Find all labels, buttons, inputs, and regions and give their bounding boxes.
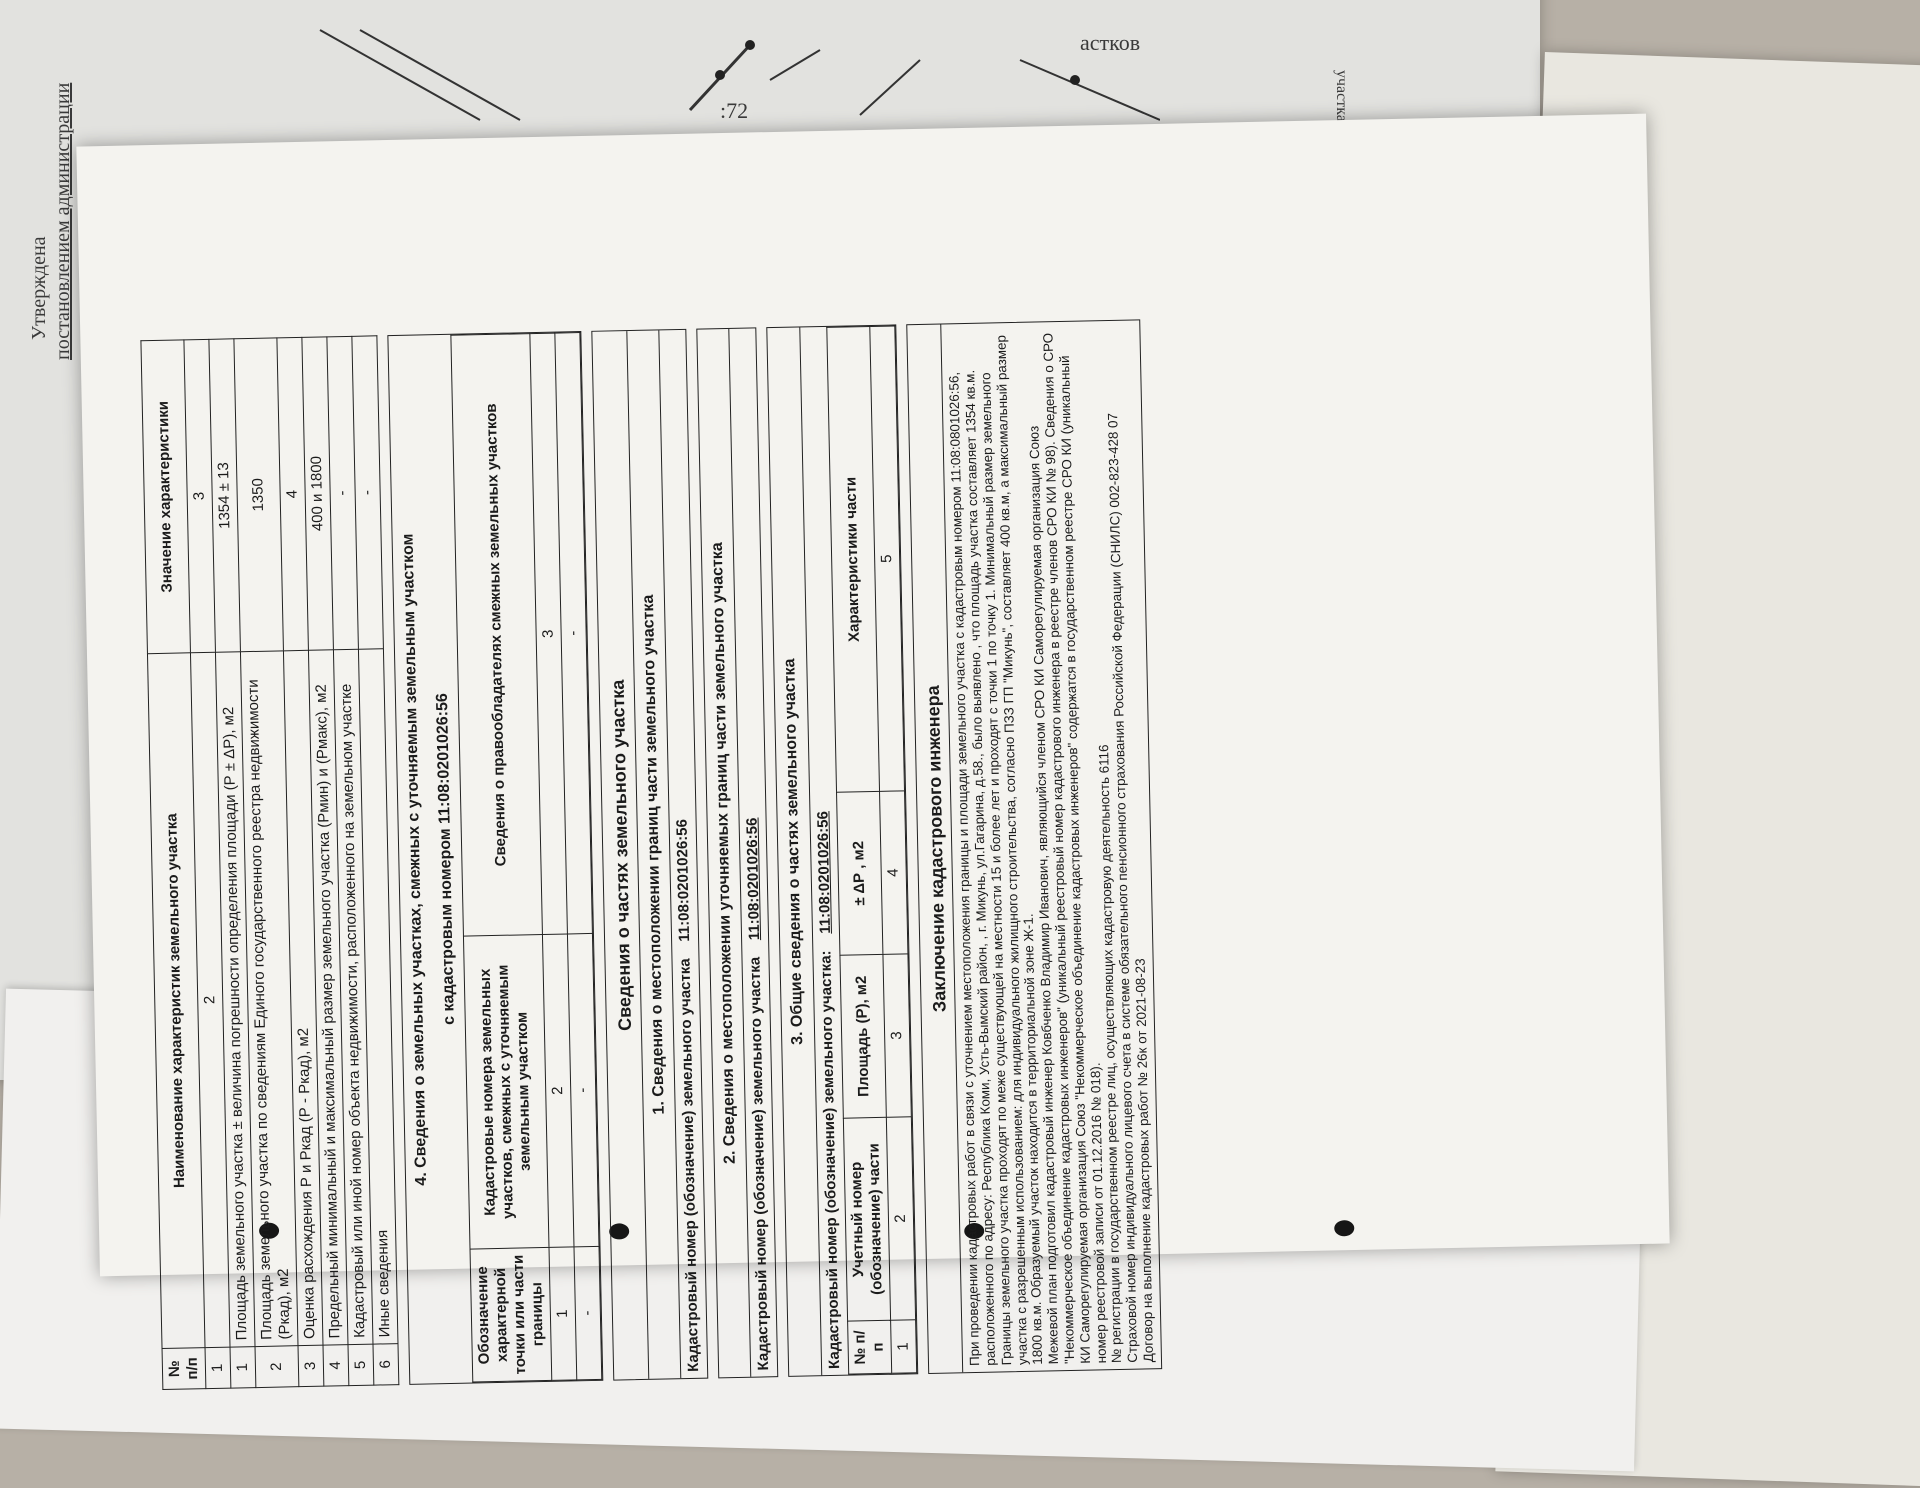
row-value: - [327, 336, 359, 649]
row-value: 1350 [234, 338, 284, 652]
index-cell: 3 [530, 333, 568, 934]
row-num: 2 [255, 1346, 299, 1388]
row-value: - [352, 336, 384, 649]
section4-box [387, 331, 603, 1385]
index-cell: 2 [543, 934, 575, 1247]
parts-s2-value: 11:08:0201026:56 [743, 817, 764, 941]
header-num: № п/п [162, 1348, 206, 1390]
header-cell: Кадастровые номера земельных участков, смежных с уточняемым земельным участком [464, 934, 550, 1249]
row-num: 4 [323, 1345, 349, 1387]
header-cell: Обозначение характерной точки или части границы [470, 1247, 552, 1382]
row-value: 1354 ± 13 [209, 339, 241, 652]
row-num: 5 [348, 1344, 374, 1386]
parts-title: Сведения о частях земельного участка [608, 679, 636, 1032]
header-name: Наименование характеристик земельного участка [147, 653, 205, 1349]
row-value: 400 и 1800 [302, 337, 334, 650]
parts-s1-title: 1. Сведения о местоположении границ части земельного участка [626, 330, 680, 1378]
document-page [76, 114, 1669, 1380]
rotated-content [140, 289, 1632, 1390]
index-cell: 1 [205, 1347, 231, 1389]
section4-subtitle: с кадастровым номером 11:08:0201026:56 [434, 692, 458, 1025]
cell: - [568, 933, 600, 1246]
parts-s3-label: Кадастровый номер (обозначение) земельного участка: [816, 950, 843, 1370]
row-num: 6 [373, 1344, 399, 1386]
row-num: 1 [230, 1347, 256, 1389]
parts-s2-label: Кадастровый номер (обозначение) земельного участка [746, 956, 773, 1371]
approve-text-2: постановлением администрации [52, 82, 74, 360]
index-cell: 2 [190, 652, 230, 1347]
parts-s3-value: 11:08:0201026:56 [813, 811, 834, 934]
row-name: Площадь земельного участка ± величина погрешности определения площади (Р ± ΔР), м2 [215, 652, 255, 1347]
parts-box [592, 329, 709, 1381]
parts-s3-box [767, 324, 918, 1376]
parts-s2-box [696, 327, 778, 1378]
row-name: Площадь земельного участка по сведениям Единого государственного реестра недвижимости (Ркад), м2 [240, 651, 298, 1347]
row-value: 4 [277, 337, 309, 650]
adjacent-table [451, 332, 603, 1382]
row-name: Предельный минимальный и максимальный размер земельного участка (Рмин) и (Рмакс), м2 [308, 650, 348, 1345]
approve-text: Утверждена [28, 236, 50, 340]
header-cell: ± ΔР , м2 [836, 791, 882, 955]
row-num: 3 [298, 1345, 324, 1387]
header-cell: Площадь (Р), м2 [839, 954, 885, 1118]
index-cell: 4 [879, 791, 907, 954]
parts-s2-title: 2. Сведения о местоположении уточняемых границ части земельного участка [708, 542, 739, 1165]
background-label: участка [1333, 70, 1350, 122]
background-number: :72 [720, 98, 749, 123]
index-cell: 1 [890, 1320, 916, 1374]
parts-s1-label: Кадастровый номер (обозначение) земельного участка [676, 958, 703, 1373]
header-cell: № п/п [847, 1320, 891, 1374]
header-value: Значение характеристики [141, 340, 191, 654]
conclusion-box [906, 319, 1162, 1374]
header-cell: Сведения о правообладателях смежных земельных участков [451, 334, 543, 937]
index-cell: 2 [886, 1117, 915, 1320]
parts-s3-title: 3. Общие сведения о частях земельного участка [781, 658, 807, 1046]
index-cell: 3 [184, 339, 216, 652]
index-cell: 1 [549, 1247, 577, 1380]
index-cell: 5 [869, 326, 904, 791]
parts-s1-value: 11:08:0201026:56 [673, 818, 694, 942]
header-cell: Характеристики части [826, 326, 879, 792]
cell: - [555, 333, 593, 934]
header-cell: Учетный номер (обозначение) части [843, 1117, 890, 1321]
cell: - [574, 1246, 602, 1379]
conclusion-title: Заключение кадастрового инженера [922, 685, 950, 1013]
characteristics-table [140, 335, 399, 1390]
index-cell: 3 [882, 954, 910, 1117]
row-name: Иные сведения [358, 649, 398, 1344]
background-plot-lines [300, 20, 1160, 130]
section4-title: 4. Сведения о земельных участках, смежных с уточняемым земельным участком [399, 533, 431, 1186]
row-name: Кадастровый или иной номер объекта недвижимости, расположенного на земельном участке [333, 649, 373, 1344]
conclusion-text: При проведении кадастровых работ в связи с уточнением местоположения границы и площади земельного участка с кадастровым номером 11:08:0801026:56, расположенного по адресу: Республика Коми, Усть-Вымский район, , г. Микунь, ул.Гагарина, д.58., было выявлено , что площадь участка составляет 1354 кв.м. Границы земельного участка проходят по меже существующей на местности 15 и более лет и проходят с точки 1 по точку 1. Минимальный размер земельного участка с разрешенным использованием: для индивидуального жилищного строительства, согласно ПЗЗ ГП "Микунь", составляет 400 кв.м, а максимальный размер 1800 кв.м. Образуемый участок находится в территориальной зоне Ж-1. Межевой план подготовил кадастровый инженер Ковбченко Владимир Иванович, являющийся членом СРО КИ Саморегулируемая организация Союз "Некоммерческое объединение кадастровых инженеров" (уникальный реестровый номер кадастрового инженера в реестре членов СРО КИ № 98). Сведения о СРО КИ Саморегулируемая организация Союз "Некоммерческое объединение кадастровых инженеров" содержатся в государственном реестре СРО КИ (уникальный номер реестровой записи от 01.12.2016 № 018). № регистрации в государственном реестре лиц, осуществляющих кадастровую деятельность 6116 Страховой номер индивидуального лицевого счета в системе обязательного пенсионного страхования Российской Федерации (СНИЛС) 002-823-428 07 Договор на выполнение кадастровых работ № 26к от 2021-08-23 [940, 320, 1161, 1372]
row-name: Оценка расхождения Р и Ркад (Р - Ркад), м2 [283, 650, 323, 1345]
background-heading: астков [1080, 30, 1141, 55]
